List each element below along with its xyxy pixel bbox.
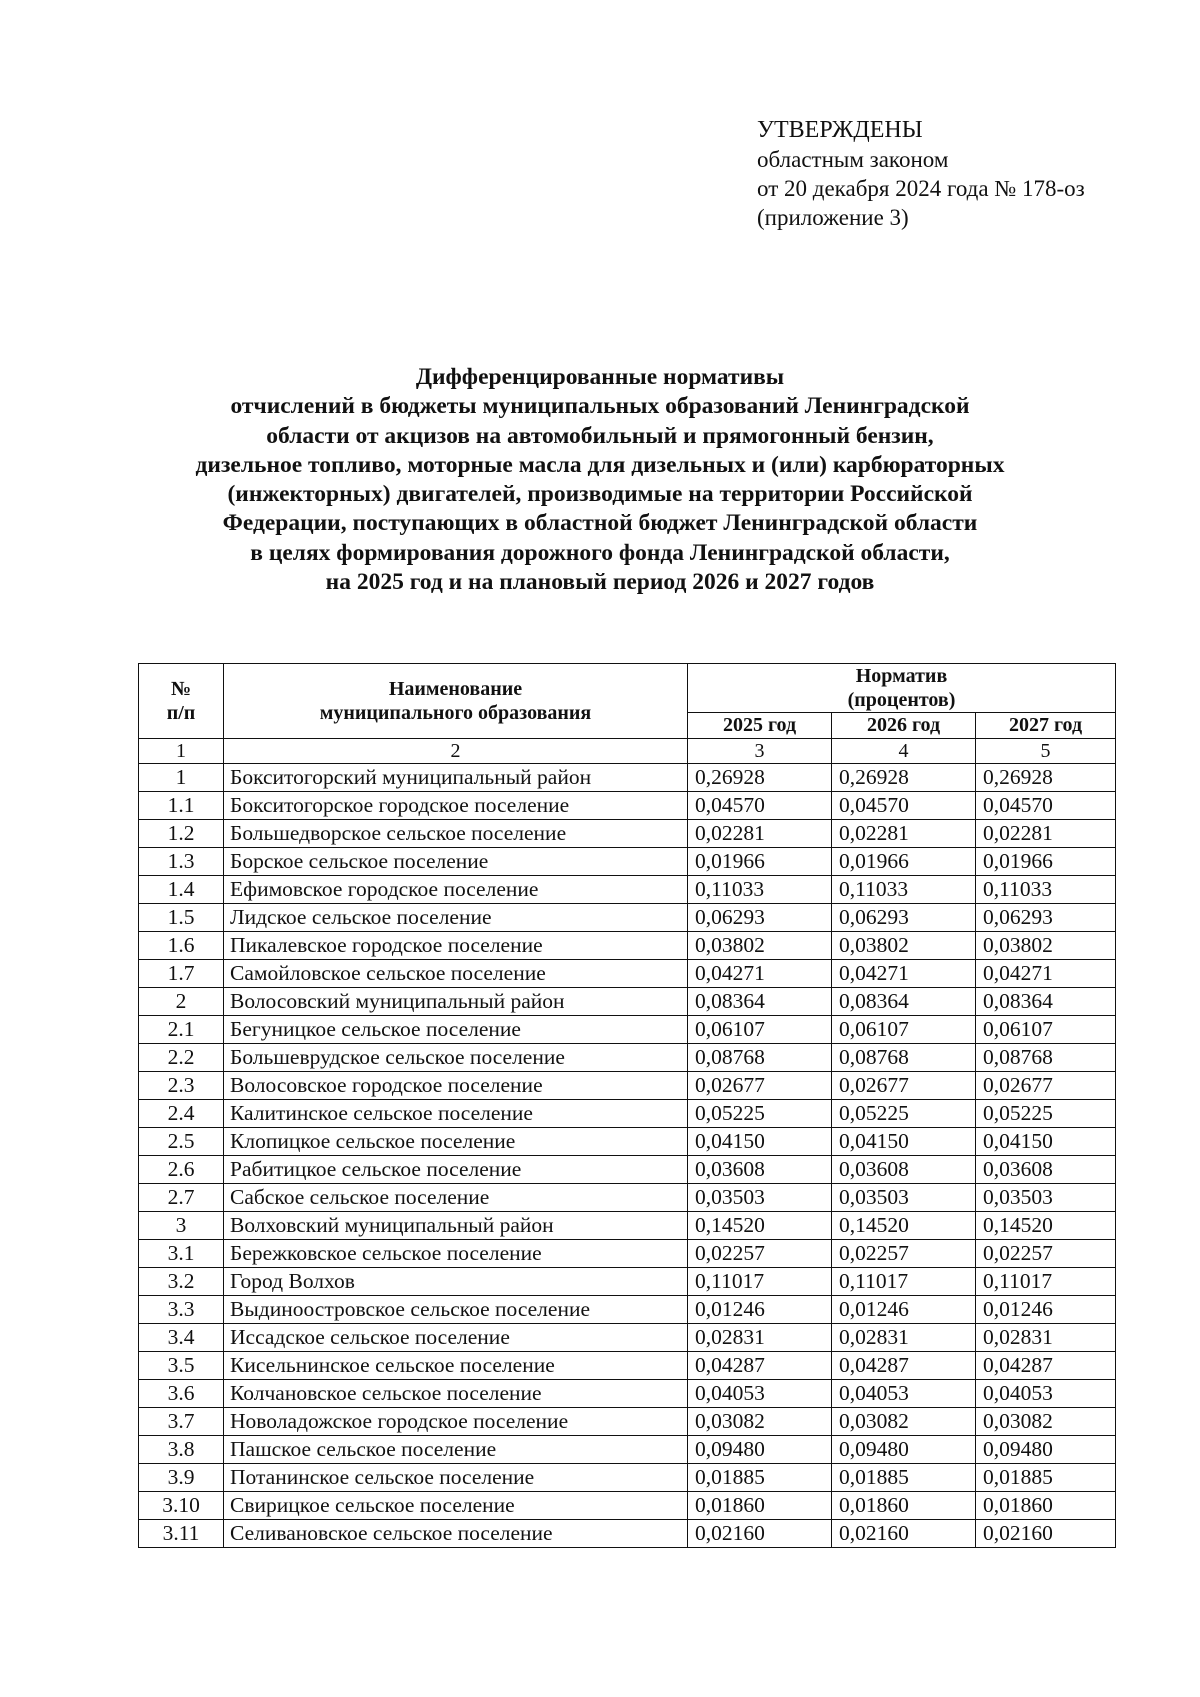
norm-2025: 0,01860 bbox=[688, 1492, 832, 1520]
municipality-name: Лидское сельское поселение bbox=[224, 904, 688, 932]
norm-2027: 0,26928 bbox=[976, 764, 1116, 792]
norm-2027: 0,03802 bbox=[976, 932, 1116, 960]
municipality-name: Выдиноостровское сельское поселение bbox=[224, 1296, 688, 1324]
norm-2026: 0,03802 bbox=[832, 932, 976, 960]
table-row bbox=[139, 960, 1116, 988]
norm-2027: 0,06293 bbox=[976, 904, 1116, 932]
row-number: 3.6 bbox=[139, 1380, 224, 1408]
column-index: 4 bbox=[832, 739, 976, 764]
municipality-name: Бокситогорское городское поселение bbox=[224, 792, 688, 820]
table-row bbox=[139, 820, 1116, 848]
norm-2026: 0,02677 bbox=[832, 1072, 976, 1100]
norm-2027: 0,08364 bbox=[976, 988, 1116, 1016]
norm-2025: 0,08768 bbox=[688, 1044, 832, 1072]
row-number: 3.2 bbox=[139, 1268, 224, 1296]
municipality-name: Пашское сельское поселение bbox=[224, 1436, 688, 1464]
row-number: 1.7 bbox=[139, 960, 224, 988]
row-number: 2.7 bbox=[139, 1184, 224, 1212]
norm-2026: 0,01885 bbox=[832, 1464, 976, 1492]
norm-2026: 0,03082 bbox=[832, 1408, 976, 1436]
norm-2025: 0,11017 bbox=[688, 1268, 832, 1296]
norm-2026: 0,01860 bbox=[832, 1492, 976, 1520]
norm-2027: 0,03082 bbox=[976, 1408, 1116, 1436]
norm-2025: 0,06293 bbox=[688, 904, 832, 932]
municipality-name: Бокситогорский муниципальный район bbox=[224, 764, 688, 792]
municipality-name: Новоладожское городское поселение bbox=[224, 1408, 688, 1436]
title-line: на 2025 год и на плановый период 2026 и 2027 годов bbox=[325, 569, 875, 596]
row-number: 3.7 bbox=[139, 1408, 224, 1436]
norm-2027: 0,01246 bbox=[976, 1296, 1116, 1324]
row-number: 3.9 bbox=[139, 1464, 224, 1492]
norm-2026: 0,26928 bbox=[832, 764, 976, 792]
norm-2025: 0,03802 bbox=[688, 932, 832, 960]
table-row bbox=[139, 988, 1116, 1016]
norm-2026: 0,04053 bbox=[832, 1380, 976, 1408]
row-number: 1.1 bbox=[139, 792, 224, 820]
norm-2026: 0,01246 bbox=[832, 1296, 976, 1324]
table-row bbox=[139, 792, 1116, 820]
row-number: 3.5 bbox=[139, 1352, 224, 1380]
norm-2027: 0,06107 bbox=[976, 1016, 1116, 1044]
norm-2025: 0,03082 bbox=[688, 1408, 832, 1436]
table-row bbox=[139, 1492, 1116, 1520]
norm-2026: 0,02831 bbox=[832, 1324, 976, 1352]
row-number: 3.11 bbox=[139, 1520, 224, 1548]
table-body bbox=[139, 764, 1116, 1548]
table-row bbox=[139, 904, 1116, 932]
row-number: 2.6 bbox=[139, 1156, 224, 1184]
row-number: 3.4 bbox=[139, 1324, 224, 1352]
norm-2026: 0,04150 bbox=[832, 1128, 976, 1156]
row-number: 1.5 bbox=[139, 904, 224, 932]
table-column-index-row bbox=[139, 739, 1116, 764]
header-name bbox=[224, 664, 688, 739]
norm-2027: 0,03608 bbox=[976, 1156, 1116, 1184]
norm-2026: 0,04271 bbox=[832, 960, 976, 988]
title-line: (инжекторных) двигателей, производимые на территории Российской bbox=[227, 481, 973, 508]
table-row bbox=[139, 1044, 1116, 1072]
norm-2026: 0,08768 bbox=[832, 1044, 976, 1072]
municipality-name: Волосовский муниципальный район bbox=[224, 988, 688, 1016]
header-year-2025: 2025 год bbox=[688, 713, 832, 739]
norm-2027: 0,04150 bbox=[976, 1128, 1116, 1156]
norm-2026: 0,03503 bbox=[832, 1184, 976, 1212]
norm-2025: 0,04150 bbox=[688, 1128, 832, 1156]
norm-2025: 0,04570 bbox=[688, 792, 832, 820]
norm-2026: 0,08364 bbox=[832, 988, 976, 1016]
table-row bbox=[139, 1520, 1116, 1548]
table-row bbox=[139, 1072, 1116, 1100]
header-norm-line2: (процентов) bbox=[847, 689, 956, 711]
norm-2025: 0,09480 bbox=[688, 1436, 832, 1464]
norm-2027: 0,04570 bbox=[976, 792, 1116, 820]
norm-2027: 0,11017 bbox=[976, 1268, 1116, 1296]
table-row bbox=[139, 1156, 1116, 1184]
norm-2025: 0,11033 bbox=[688, 876, 832, 904]
municipality-name: Кисельнинское сельское поселение bbox=[224, 1352, 688, 1380]
municipality-name: Рабитицкое сельское поселение bbox=[224, 1156, 688, 1184]
table-row bbox=[139, 1016, 1116, 1044]
column-index: 2 bbox=[224, 739, 688, 764]
row-number: 1.4 bbox=[139, 876, 224, 904]
municipality-name: Самойловское сельское поселение bbox=[224, 960, 688, 988]
table-row bbox=[139, 1212, 1116, 1240]
norm-2027: 0,04287 bbox=[976, 1352, 1116, 1380]
norm-2025: 0,26928 bbox=[688, 764, 832, 792]
municipality-name: Борское сельское поселение bbox=[224, 848, 688, 876]
norm-2027: 0,02677 bbox=[976, 1072, 1116, 1100]
norm-2025: 0,04053 bbox=[688, 1380, 832, 1408]
document-title bbox=[150, 363, 1050, 597]
norm-2027: 0,01966 bbox=[976, 848, 1116, 876]
row-number: 1.3 bbox=[139, 848, 224, 876]
municipality-name: Клопицкое сельское поселение bbox=[224, 1128, 688, 1156]
table-row bbox=[139, 1268, 1116, 1296]
norm-2027: 0,02831 bbox=[976, 1324, 1116, 1352]
norm-2025: 0,04271 bbox=[688, 960, 832, 988]
table-row bbox=[139, 1128, 1116, 1156]
municipality-name: Калитинское сельское поселение bbox=[224, 1100, 688, 1128]
norm-2026: 0,11033 bbox=[832, 876, 976, 904]
norm-2027: 0,08768 bbox=[976, 1044, 1116, 1072]
norm-2026: 0,14520 bbox=[832, 1212, 976, 1240]
norm-2025: 0,02831 bbox=[688, 1324, 832, 1352]
header-year-2027: 2027 год bbox=[976, 713, 1116, 739]
table-row bbox=[139, 1436, 1116, 1464]
norm-2027: 0,09480 bbox=[976, 1436, 1116, 1464]
column-index: 1 bbox=[139, 739, 224, 764]
norm-2025: 0,02257 bbox=[688, 1240, 832, 1268]
norms-table bbox=[138, 663, 1116, 1548]
norm-2025: 0,08364 bbox=[688, 988, 832, 1016]
norm-2027: 0,01860 bbox=[976, 1492, 1116, 1520]
header-number-line2: п/п bbox=[166, 702, 196, 724]
norm-2026: 0,05225 bbox=[832, 1100, 976, 1128]
norm-2026: 0,04287 bbox=[832, 1352, 976, 1380]
norm-2026: 0,01966 bbox=[832, 848, 976, 876]
table-row bbox=[139, 848, 1116, 876]
table-row bbox=[139, 932, 1116, 960]
approval-line-law: областным законом bbox=[757, 147, 949, 172]
header-name-line1: Наименование bbox=[388, 678, 523, 700]
header-number bbox=[139, 664, 224, 739]
norm-2025: 0,02677 bbox=[688, 1072, 832, 1100]
norm-2025: 0,04287 bbox=[688, 1352, 832, 1380]
title-line: Дифференцированные нормативы bbox=[415, 364, 785, 390]
norm-2025: 0,01885 bbox=[688, 1464, 832, 1492]
row-number: 3.8 bbox=[139, 1436, 224, 1464]
approval-line-appendix: (приложение 3) bbox=[757, 205, 909, 230]
table-row bbox=[139, 1380, 1116, 1408]
title-line: дизельное топливо, моторные масла для дизельных и (или) карбюраторных bbox=[195, 451, 1005, 478]
norm-2027: 0,04053 bbox=[976, 1380, 1116, 1408]
header-norm bbox=[688, 664, 1116, 713]
row-number: 3.3 bbox=[139, 1296, 224, 1324]
norm-2027: 0,11033 bbox=[976, 876, 1116, 904]
row-number: 2.5 bbox=[139, 1128, 224, 1156]
norm-2025: 0,05225 bbox=[688, 1100, 832, 1128]
municipality-name: Свирицкое сельское поселение bbox=[224, 1492, 688, 1520]
municipality-name: Большедворское сельское поселение bbox=[224, 820, 688, 848]
municipality-name: Большеврудское сельское поселение bbox=[224, 1044, 688, 1072]
norm-2026: 0,06293 bbox=[832, 904, 976, 932]
norm-2027: 0,05225 bbox=[976, 1100, 1116, 1128]
norm-2025: 0,02281 bbox=[688, 820, 832, 848]
table-row bbox=[139, 1296, 1116, 1324]
norm-2025: 0,01966 bbox=[688, 848, 832, 876]
table-row bbox=[139, 764, 1116, 792]
norm-2027: 0,02257 bbox=[976, 1240, 1116, 1268]
title-line: области от акцизов на автомобильный и прямогонный бензин, bbox=[266, 422, 934, 449]
row-number: 1 bbox=[139, 764, 224, 792]
approval-stamp bbox=[757, 116, 1085, 232]
header-number-line1: № bbox=[170, 678, 192, 700]
norm-2025: 0,03608 bbox=[688, 1156, 832, 1184]
norm-2026: 0,03608 bbox=[832, 1156, 976, 1184]
row-number: 2.2 bbox=[139, 1044, 224, 1072]
municipality-name: Селивановское сельское поселение bbox=[224, 1520, 688, 1548]
column-index: 5 bbox=[976, 739, 1116, 764]
municipality-name: Город Волхов bbox=[224, 1268, 688, 1296]
municipality-name: Бережковское сельское поселение bbox=[224, 1240, 688, 1268]
municipality-name: Волосовское городское поселение bbox=[224, 1072, 688, 1100]
column-index: 3 bbox=[688, 739, 832, 764]
table-row bbox=[139, 1100, 1116, 1128]
norm-2027: 0,14520 bbox=[976, 1212, 1116, 1240]
municipality-name: Колчановское сельское поселение bbox=[224, 1380, 688, 1408]
row-number: 1.6 bbox=[139, 932, 224, 960]
header-name-line2: муниципального образования bbox=[319, 702, 592, 724]
municipality-name: Иссадское сельское поселение bbox=[224, 1324, 688, 1352]
approval-heading: УТВЕРЖДЕНЫ bbox=[757, 117, 923, 143]
norm-2026: 0,09480 bbox=[832, 1436, 976, 1464]
row-number: 2.1 bbox=[139, 1016, 224, 1044]
norm-2027: 0,03503 bbox=[976, 1184, 1116, 1212]
title-line: отчислений в бюджеты муниципальных образований Ленинградской bbox=[230, 393, 970, 420]
norm-2027: 0,02160 bbox=[976, 1520, 1116, 1548]
row-number: 3 bbox=[139, 1212, 224, 1240]
municipality-name: Сабское сельское поселение bbox=[224, 1184, 688, 1212]
table-row bbox=[139, 1408, 1116, 1436]
norm-2025: 0,03503 bbox=[688, 1184, 832, 1212]
header-norm-line1: Норматив bbox=[855, 665, 948, 687]
table-row bbox=[139, 1240, 1116, 1268]
table-row bbox=[139, 1184, 1116, 1212]
table-header-row bbox=[139, 664, 1116, 713]
norm-2026: 0,02160 bbox=[832, 1520, 976, 1548]
norm-2026: 0,06107 bbox=[832, 1016, 976, 1044]
norm-2027: 0,02281 bbox=[976, 820, 1116, 848]
municipality-name: Пикалевское городское поселение bbox=[224, 932, 688, 960]
municipality-name: Бегуницкое сельское поселение bbox=[224, 1016, 688, 1044]
norm-2025: 0,06107 bbox=[688, 1016, 832, 1044]
municipality-name: Ефимовское городское поселение bbox=[224, 876, 688, 904]
norm-2027: 0,04271 bbox=[976, 960, 1116, 988]
table-row bbox=[139, 876, 1116, 904]
title-line: в целях формирования дорожного фонда Ленинградской области, bbox=[250, 539, 950, 566]
row-number: 1.2 bbox=[139, 820, 224, 848]
table-row bbox=[139, 1352, 1116, 1380]
title-line: Федерации, поступающих в областной бюджет Ленинградской области bbox=[222, 510, 978, 537]
norm-2027: 0,01885 bbox=[976, 1464, 1116, 1492]
norm-2025: 0,02160 bbox=[688, 1520, 832, 1548]
municipality-name: Волховский муниципальный район bbox=[224, 1212, 688, 1240]
header-year-2026: 2026 год bbox=[832, 713, 976, 739]
row-number: 3.1 bbox=[139, 1240, 224, 1268]
row-number: 2 bbox=[139, 988, 224, 1016]
row-number: 2.3 bbox=[139, 1072, 224, 1100]
norm-2026: 0,11017 bbox=[832, 1268, 976, 1296]
norm-2026: 0,04570 bbox=[832, 792, 976, 820]
norm-2025: 0,14520 bbox=[688, 1212, 832, 1240]
approval-line-date: от 20 декабря 2024 года № 178-оз bbox=[757, 176, 1085, 201]
row-number: 3.10 bbox=[139, 1492, 224, 1520]
norm-2025: 0,01246 bbox=[688, 1296, 832, 1324]
row-number: 2.4 bbox=[139, 1100, 224, 1128]
norm-2026: 0,02281 bbox=[832, 820, 976, 848]
norm-2026: 0,02257 bbox=[832, 1240, 976, 1268]
table-row bbox=[139, 1324, 1116, 1352]
municipality-name: Потанинское сельское поселение bbox=[224, 1464, 688, 1492]
table-row bbox=[139, 1464, 1116, 1492]
